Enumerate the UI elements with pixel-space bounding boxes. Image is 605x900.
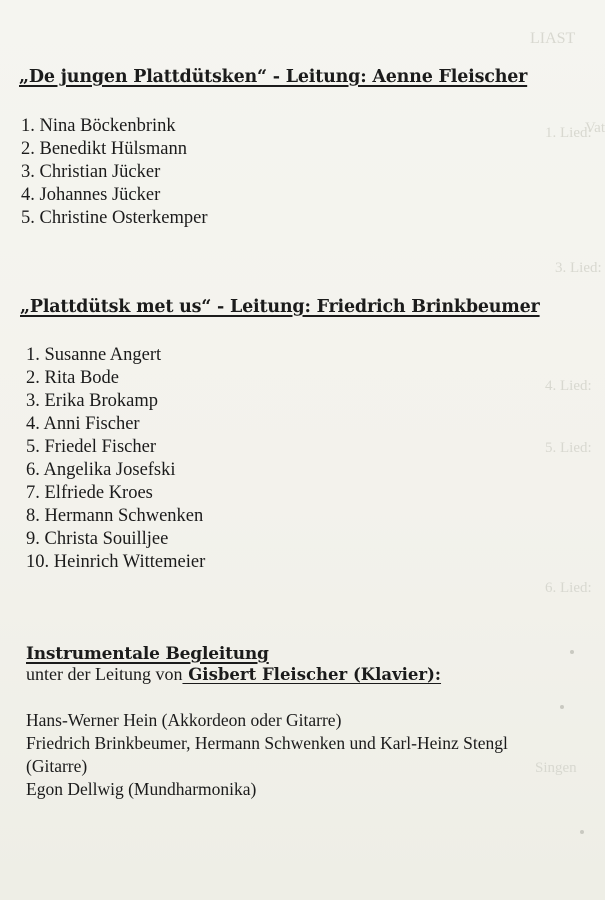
accompaniment-subtitle-prefix: unter der Leitung von	[26, 664, 183, 684]
member-list-item: 2. Benedikt Hülsmann	[21, 139, 187, 159]
accompaniment-subtitle	[26, 663, 441, 686]
member-list-item: 6. Angelika Josefski	[26, 460, 176, 480]
member-list-item: 4. Johannes Jücker	[21, 185, 161, 205]
musician-line: Friedrich Brinkbeumer, Hermann Schwenken und Karl-Heinz Stengl	[26, 733, 508, 753]
accompaniment-musicians	[26, 709, 508, 801]
section-heading-instrumentale-begleitung: Instrumentale Begleitung	[26, 644, 269, 664]
member-list-item: 2. Rita Bode	[26, 368, 120, 388]
musician-line: Egon Dellwig (Mundharmonika)	[26, 779, 257, 799]
member-list-item: 7. Elfriede Kroes	[26, 483, 153, 503]
member-list-item: 1. Susanne Angert	[26, 345, 162, 365]
musician-line: Hans-Werner Hein (Akkordeon oder Gitarre)	[26, 710, 342, 730]
section-heading-plattduetsk-met-us: „Plattdütsk met us“ - Leitung: Friedrich Brinkbeumer	[20, 297, 540, 317]
member-list-de-jungen-plattduetsken	[21, 115, 208, 230]
musician-line: (Gitarre)	[26, 756, 88, 776]
member-list-item: 5. Friedel Fischer	[26, 437, 156, 457]
member-list-item: 4. Anni Fischer	[26, 414, 140, 434]
member-list-item: 8. Hermann Schwenken	[26, 506, 204, 526]
member-list-item: 10. Heinrich Wittemeier	[26, 552, 206, 572]
member-list-item: 3. Christian Jücker	[21, 162, 161, 182]
accompaniment-leader: Gisbert Fleischer (Klavier):	[182, 665, 442, 684]
member-list-item: 5. Christine Osterkemper	[21, 208, 208, 228]
member-list-item: 9. Christa Souilljee	[26, 529, 169, 549]
member-list-item: 1. Nina Böckenbrink	[21, 116, 176, 136]
section-heading-de-jungen-plattduetsken: „De jungen Plattdütsken“ - Leitung: Aenne Fleischer	[19, 67, 528, 87]
member-list-plattduetsk-met-us	[26, 344, 205, 574]
member-list-item: 3. Erika Brokamp	[26, 391, 159, 411]
